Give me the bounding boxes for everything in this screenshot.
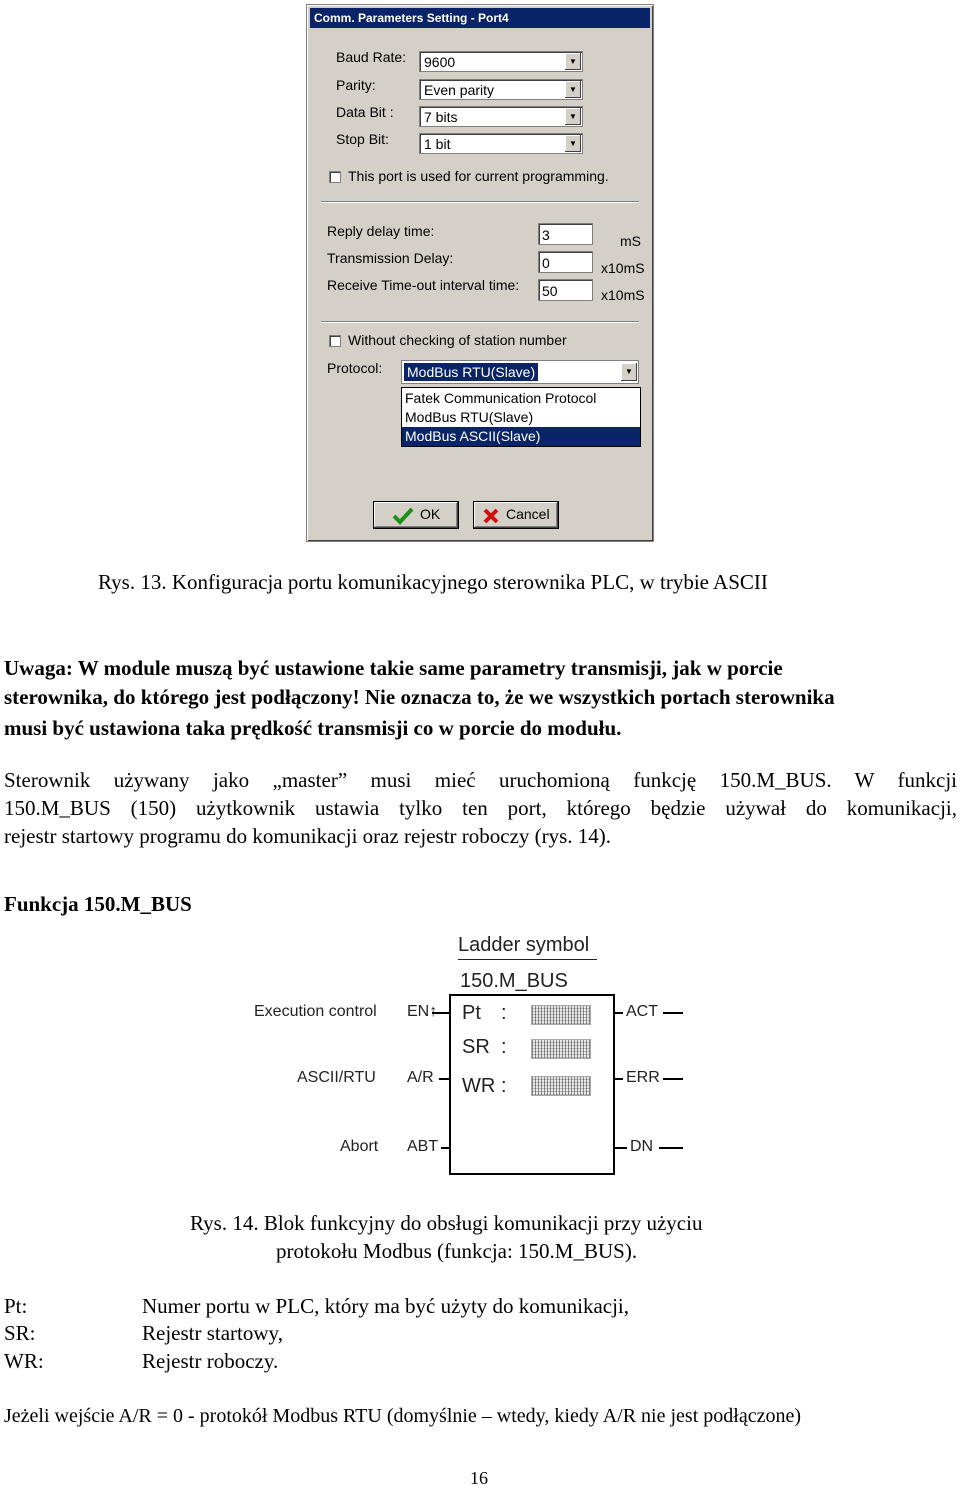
definition-desc: Rejestr roboczy. bbox=[142, 1349, 279, 1373]
input-pin-en: EN↑ bbox=[407, 1003, 438, 1020]
output-line bbox=[615, 1147, 627, 1149]
chevron-down-icon[interactable]: ▼ bbox=[565, 135, 581, 152]
ok-label: OK bbox=[420, 506, 441, 522]
operand-sr: SR bbox=[462, 1036, 490, 1058]
definition-term: WR: bbox=[4, 1349, 44, 1373]
protocol-option[interactable]: Fatek Communication Protocol bbox=[405, 390, 597, 406]
cancel-label: Cancel bbox=[506, 506, 550, 522]
paragraph-line: rejestr startowy programu do komunikacji oraz rejestr roboczy (rys. 14). bbox=[4, 824, 612, 848]
divider bbox=[321, 201, 639, 203]
transmission-delay-value: 0 bbox=[542, 255, 550, 271]
divider bbox=[321, 321, 639, 323]
input-label-ascii-rtu: ASCII/RTU bbox=[297, 1069, 376, 1086]
paragraph-line: 150.M_BUS (150) użytkownik ustawia tylko ten port, którego będzie używał do komunikacji, bbox=[4, 796, 957, 820]
operand-colon: : bbox=[501, 1036, 507, 1058]
note-line: Uwaga: W module muszą być ustawione takie same parametry transmisji, jak w porcie bbox=[4, 656, 783, 680]
figure-caption: Rys. 14. Blok funkcyjny do obsługi komunikacji przy użyciu bbox=[190, 1211, 703, 1235]
baud-rate-value: 9600 bbox=[424, 54, 456, 70]
comm-parameters-dialog bbox=[306, 4, 654, 542]
ladder-title-underline bbox=[458, 959, 597, 960]
operand-field bbox=[531, 1005, 591, 1025]
input-pin-ar: A/R bbox=[407, 1069, 434, 1086]
input-label-abort: Abort bbox=[340, 1138, 379, 1155]
reply-delay-input[interactable] bbox=[538, 223, 593, 245]
transmission-delay-unit: x10mS bbox=[601, 260, 645, 276]
protocol-option-highlighted[interactable]: ModBus ASCII(Slave) bbox=[402, 427, 640, 446]
chevron-down-icon[interactable]: ▼ bbox=[621, 363, 637, 381]
input-line bbox=[432, 1012, 449, 1014]
input-label-execution-control: Execution control bbox=[254, 1003, 377, 1020]
operand-pt: Pt bbox=[462, 1002, 481, 1024]
output-pin-dn: DN bbox=[630, 1138, 654, 1155]
transmission-delay-input[interactable] bbox=[538, 251, 593, 273]
input-line bbox=[441, 1147, 449, 1149]
operand-wr: WR bbox=[462, 1075, 496, 1097]
output-line bbox=[663, 1012, 683, 1014]
operand-field bbox=[531, 1076, 591, 1096]
close-icon bbox=[482, 507, 500, 525]
checkmark-icon bbox=[392, 507, 414, 525]
protocol-label: Protocol: bbox=[327, 360, 383, 376]
protocol-note: Jeżeli wejście A/R = 0 - protokół Modbus RTU (domyślnie – wtedy, kiedy A/R nie jest podłączone) bbox=[4, 1405, 801, 1427]
cancel-button[interactable] bbox=[473, 501, 559, 529]
definition-term: SR: bbox=[4, 1321, 36, 1345]
receive-timeout-label: Receive Time-out interval time: bbox=[327, 277, 520, 293]
chevron-down-icon[interactable]: ▼ bbox=[565, 81, 581, 98]
transmission-delay-label: Transmission Delay: bbox=[327, 250, 454, 266]
data-bit-select[interactable] bbox=[419, 106, 583, 127]
protocol-select[interactable] bbox=[401, 360, 639, 384]
ladder-title: Ladder symbol bbox=[458, 934, 590, 956]
block-name: 150.M_BUS bbox=[460, 970, 568, 992]
receive-timeout-unit: x10mS bbox=[601, 287, 645, 303]
output-line bbox=[615, 1012, 623, 1014]
programming-port-checkbox[interactable] bbox=[329, 171, 341, 183]
section-title: Funkcja 150.M_BUS bbox=[4, 892, 192, 916]
page-number: 16 bbox=[470, 1468, 488, 1488]
stop-bit-value: 1 bit bbox=[424, 136, 451, 152]
output-line bbox=[659, 1147, 683, 1149]
definition-desc: Rejestr startowy, bbox=[142, 1321, 283, 1345]
programming-port-label: This port is used for current programming. bbox=[348, 168, 609, 184]
operand-field bbox=[531, 1039, 591, 1059]
output-pin-err: ERR bbox=[626, 1069, 660, 1086]
baud-rate-label: Baud Rate: bbox=[336, 49, 407, 65]
data-bit-label: Data Bit : bbox=[336, 104, 394, 120]
parity-value: Even parity bbox=[424, 82, 495, 98]
reply-delay-label: Reply delay time: bbox=[327, 223, 435, 239]
station-check-label: Without checking of station number bbox=[348, 332, 567, 348]
note-line: musi być ustawiona taka prędkość transmisji co w porcie do modułu. bbox=[4, 716, 622, 740]
operand-colon: : bbox=[501, 1075, 507, 1097]
receive-timeout-value: 50 bbox=[542, 283, 558, 299]
receive-timeout-input[interactable] bbox=[538, 279, 593, 301]
output-line bbox=[663, 1078, 683, 1080]
protocol-value: ModBus RTU(Slave) bbox=[404, 363, 538, 381]
definition-desc: Numer portu w PLC, który ma być użyty do komunikacji, bbox=[142, 1294, 630, 1318]
stop-bit-select[interactable] bbox=[419, 133, 583, 154]
operand-colon: : bbox=[501, 1002, 507, 1024]
reply-delay-value: 3 bbox=[542, 227, 550, 243]
input-pin-abt: ABT bbox=[407, 1138, 439, 1155]
note-line: sterownika, do którego jest podłączony! Nie oznacza to, że we wszystkich portach sterownika bbox=[4, 685, 835, 709]
definition-term: Pt: bbox=[4, 1294, 28, 1318]
station-check-checkbox[interactable] bbox=[329, 335, 341, 347]
stop-bit-label: Stop Bit: bbox=[336, 131, 389, 147]
chevron-down-icon[interactable]: ▼ bbox=[565, 53, 581, 70]
ok-button[interactable] bbox=[373, 501, 459, 529]
reply-delay-unit: mS bbox=[620, 233, 641, 249]
parity-label: Parity: bbox=[336, 77, 376, 93]
data-bit-value: 7 bits bbox=[424, 109, 458, 125]
figure-caption: protokołu Modbus (funkcja: 150.M_BUS). bbox=[276, 1239, 638, 1263]
dialog-title: Comm. Parameters Setting - Port4 bbox=[310, 8, 650, 28]
parity-select[interactable] bbox=[419, 79, 583, 100]
figure-caption: Rys. 13. Konfiguracja portu komunikacyjnego sterownika PLC, w trybie ASCII bbox=[98, 570, 768, 594]
output-pin-act: ACT bbox=[626, 1003, 658, 1020]
input-line bbox=[439, 1078, 449, 1080]
protocol-option[interactable]: ModBus RTU(Slave) bbox=[405, 409, 534, 425]
chevron-down-icon[interactable]: ▼ bbox=[565, 108, 581, 125]
protocol-dropdown-list bbox=[401, 387, 641, 447]
output-line bbox=[615, 1078, 623, 1080]
paragraph-line: Sterownik używany jako „master” musi mieć uruchomioną funkcję 150.M_BUS. W funkcji bbox=[4, 768, 957, 792]
baud-rate-select[interactable] bbox=[419, 51, 583, 72]
